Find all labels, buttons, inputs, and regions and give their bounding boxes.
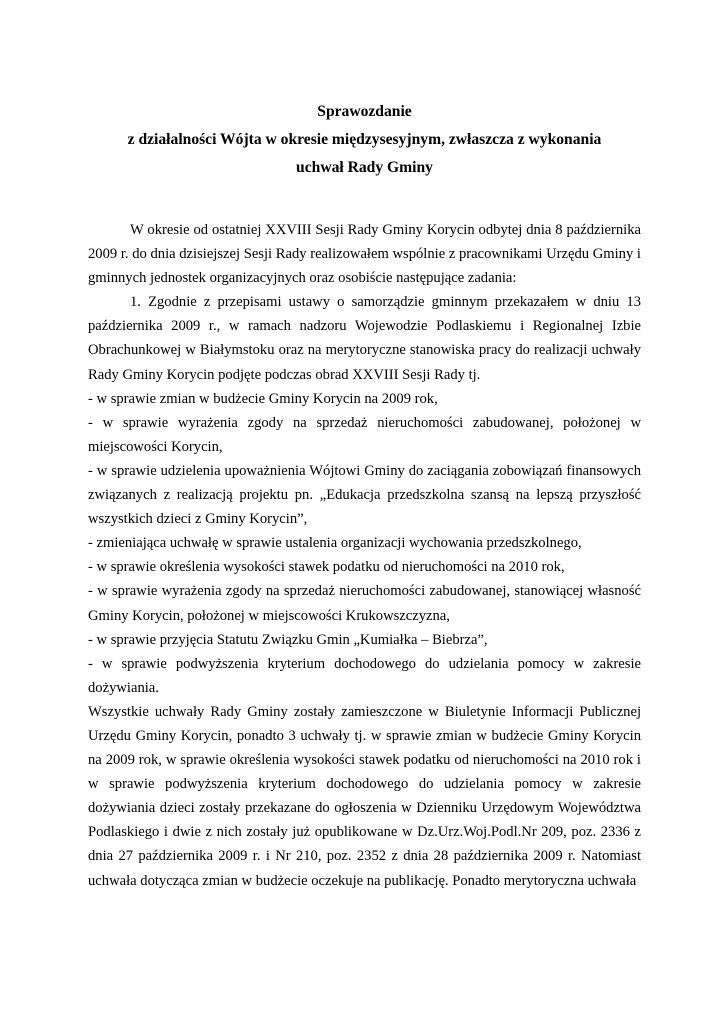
list-item: - w sprawie wyrażenia zgody na sprzedaż nieruchomości zabudowanej, położonej w miejscowości Korycin, [88,414,641,455]
list-item: - w sprawie przyjęcia Statutu Związku Gmin „Kumiałka – Biebrza”, [88,631,488,648]
intro-paragraph: W okresie od ostatniej XXVIII Sesji Rady Gminy Korycin odbytej dnia 8 października 2009 r. do dnia dzisiejszej Sesji Rady realizowałem wspólnie z pracownikami Urzędu Gminy i gminnych jednostek organizacyjnych oraz osobiście następujące zadania: [88,222,641,287]
document-page [88,98,641,893]
title-line-1: Sprawozdanie [317,103,412,120]
list-item: - w sprawie udzielenia upoważnienia Wójtowi Gminy do zaciągania zobowiązań finansowych związanych z realizacją projektu pn. „Edukacja przedszkolna szansą na lepszą przyszłość wszystkich dzieci z Gminy Korycin”, [88,462,641,528]
document-body [88,218,641,893]
title-line-2: z działalności Wójta w okresie międzysesyjnym, zwłaszcza z wykonania [127,131,602,148]
closing-paragraph: Wszystkie uchwały Rady Gminy zostały zamieszczone w Biuletynie Informacji Publicznej Urzędu Gminy Korycin, ponadto 3 uchwały tj. w sprawie zmian w budżecie Gminy Korycin na 2009 rok, w sprawie określenia wysokości stawek podatku od nieruchomości na 2010 rok i w sprawie podwyższenia kryterium dochodowego do udzielania pomocy w zakresie dożywiania dzieci zostały przekazane do ogłoszenia w Dzienniku Urzędowym Województwa Podlaskiego i dwie z nich zostały już opublikowane w Dz.Urz.Woj.Podl.Nr 209, poz. 2336 z dnia 27 października 2009 r. i Nr 210, poz. 2352 z dnia 28 października 2009 r. Natomiast uchwała dotycząca zmian w budżecie oczekuje na publikację. Ponadto merytoryczna uchwała [88,703,641,889]
list-item: - w sprawie zmian w budżecie Gminy Korycin na 2009 rok, [88,390,438,407]
document-title [88,98,641,182]
list-item: - w sprawie określenia wysokości stawek podatku od nieruchomości na 2010 rok, [88,559,565,576]
point-1-paragraph: 1. Zgodnie z przepisami ustawy o samorządzie gminnym przekazałem w dniu 13 października 2009 r., w ramach nadzoru Wojewodzie Podlaskiemu i Regionalnej Izbie Obrachunkowej w Białymstoku oraz na merytoryczne stanowiska pracy do realizacji uchwały Rady Gminy Korycin podjęte podczas obrad XXVIII Sesji Rady tj. [88,294,641,383]
list-item: - w sprawie wyrażenia zgody na sprzedaż nieruchomości zabudowanej, stanowiącej własność Gminy Korycin, położonej w miejscowości Krukowszczyzna, [88,583,641,624]
title-line-3: uchwał Rady Gminy [296,159,433,176]
list-item: - zmieniająca uchwałę w sprawie ustalenia organizacji wychowania przedszkolnego, [88,535,582,552]
list-item: - w sprawie podwyższenia kryterium dochodowego do udzielania pomocy w zakresie dożywiania. [88,655,641,696]
